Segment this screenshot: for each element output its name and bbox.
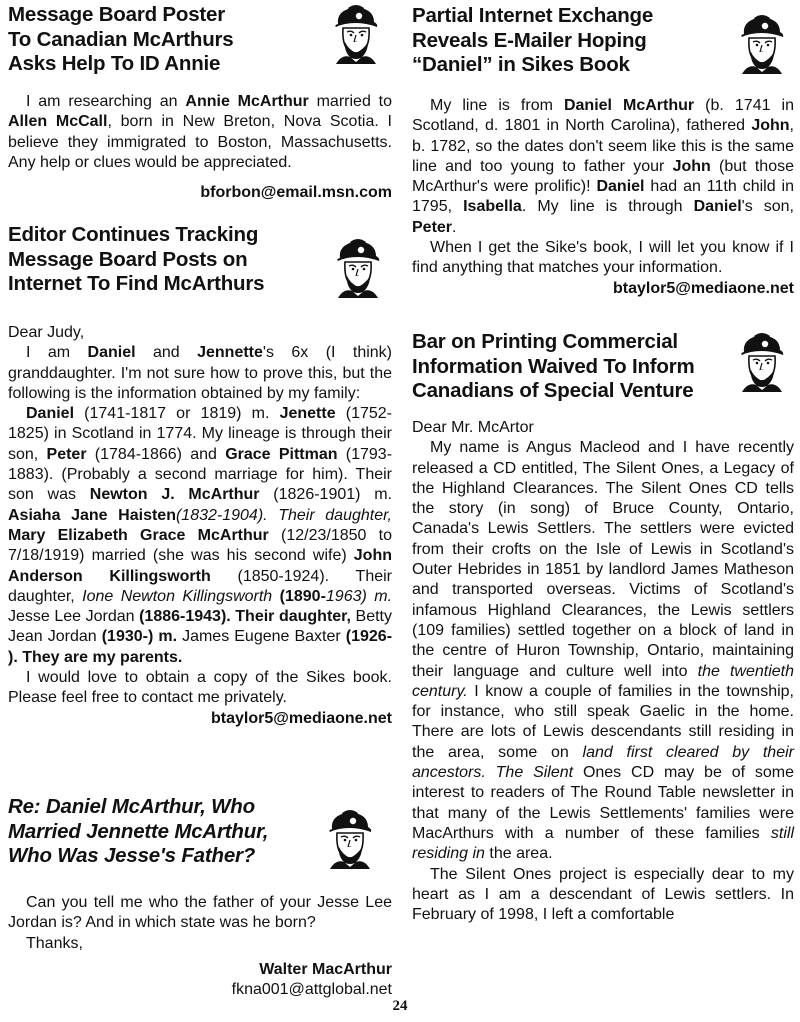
article-body: I am Daniel and Jennette's 6x (I think) granddaughter. I'm not sure how to prove this, but the following is the information obtained by my family: <box>8 344 393 402</box>
article-silent-ones <box>412 326 794 925</box>
highlander-head-icon <box>322 807 378 873</box>
article-body: I am researching an Annie McArthur married to Allen McCall, born in New Breton, Nova Scotia. I believe they immigrated to Boston, Massachusetts. Any help or clues would be appreciated. <box>8 93 393 171</box>
article-headline: Re: Daniel McArthur, Who Married Jennette McArthur, Who Was Jesse's Father? <box>8 795 269 867</box>
author-email: btaylor5@mediaone.net <box>211 709 392 727</box>
article-editor-tracking <box>8 210 392 795</box>
article-body: I would love to obtain a copy of the Sikes book. Please feel free to contact me privately. <box>8 669 392 707</box>
highlander-head-icon <box>330 236 386 302</box>
salutation: Dear Judy, <box>8 324 85 341</box>
highlander-head-icon <box>328 2 384 68</box>
article-headline: Message Board Poster To Canadian McArthurs Asks Help To ID Annie <box>8 3 234 75</box>
right-column <box>412 0 794 925</box>
left-column <box>8 0 392 1000</box>
page-number: 24 <box>392 998 408 1014</box>
article-jesse-father <box>8 795 392 1000</box>
highlander-head-icon <box>734 330 790 396</box>
article-annie <box>8 0 392 210</box>
author-email: btaylor5@mediaone.net <box>613 279 794 297</box>
article-body: When I get the Sike's book, I will let you know if I find anything that matches your information. <box>412 239 794 277</box>
article-body: Daniel (1741-1817 or 1819) m. Jenette (1752-1825) in Scotland in 1774. My lineage is through their son, Peter (1784-1866) and Grace Pittman (1793-1883). (Probably a second marriage for him). Their son was Newton J. McArthur (1826-1901) m. Asiaha Jane Haisten(1832-1904). Their daughter, Mary Elizabeth Grace McArthur (12/23/1850 to 7/18/1919) married (she was his second wife) John Anderson Killingsworth (1850-1924). Their daughter, Ione Newton Killingsworth (1890-1963) m. Jesse Lee Jordan (1886-1943). Their daughter, Betty Jean Jordan (1930-) m. James Eugene Baxter (1926- ). They are my parents. <box>8 405 393 666</box>
article-body: The Silent Ones project is especially dear to my heart as I am a descendant of Lewis settlers. In February of 1998, I left a comfortable <box>412 865 794 924</box>
highlander-head-icon <box>734 12 790 78</box>
article-body: My line is from Daniel McArthur (b. 1741 in Scotland, d. 1801 in North Carolina), fathered John, b. 1782, so the dates don't seem like this is the same line and too young to father your John (but those McArthur's were prolific)! Daniel had an 11th child in 1795, Isabella. My line is through Daniel's son, Peter. <box>412 97 795 236</box>
article-headline: Partial Internet Exchange Reveals E-Mailer Hoping “Daniel” in Sikes Book <box>412 4 654 76</box>
author-name: Walter MacArthur <box>259 960 392 978</box>
author-email: bforbon@email.msn.com <box>200 184 392 202</box>
author-email: fkna001@attglobal.net <box>231 981 392 999</box>
closing: Thanks, <box>26 934 83 952</box>
article-headline: Bar on Printing Commercial Information Waived To Inform Canadians of Special Venture <box>412 330 695 402</box>
salutation: Dear Mr. McArtor <box>412 419 534 436</box>
article-partial-exchange <box>412 0 794 326</box>
article-body: My name is Angus Macleod and I have recently released a CD entitled, The Silent Ones, a Legacy of the Highland Clearances. The Silent Ones CD tells the story (in song) of Bruce County, Ontario, Canada's Lewis Settlers. The settlers were evicted from their crofts on the Isle of Lewis in Scotland's Outer Hebrides in 1851 by landlord James Matheson and transported overseas. Victims of Scotland's infamous Highland Clearances, the Lewis settlers (109 families) settled together on a block of land in the centre of Huron Township, Ontario, maintaining their language and culture well into the twentieth century. I know a couple of families in the township, for instance, who still speak Gaelic in the home. There are lots of Lewis descendants still residing in the area, some on land first cleared by their ancestors. The Silent Ones CD may be of some interest to readers of The Round Table newsletter in that many of the Lewis Settlements' families were MacArthurs with a number of these families still residing in the area. <box>412 439 795 863</box>
article-body: Can you tell me who the father of your Jesse Lee Jordan is? And in which state was he born? <box>8 894 392 932</box>
article-headline: Editor Continues Tracking Message Board Posts on Internet To Find McArthurs <box>8 223 265 295</box>
